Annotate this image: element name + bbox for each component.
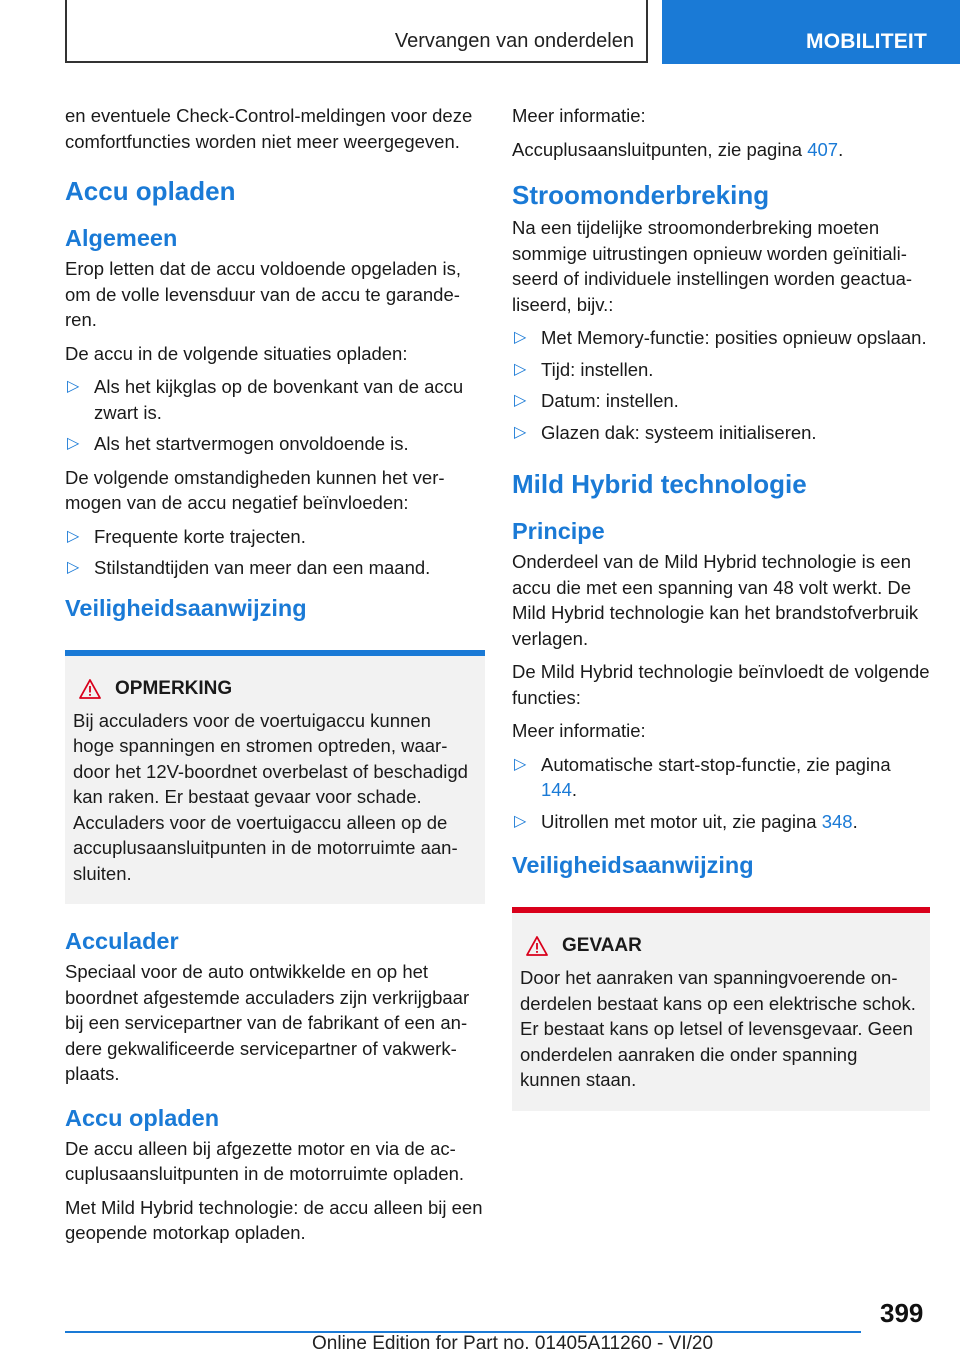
- heading-veiligheidsaanwijzing-2: Veiligheidsaanwijzing: [512, 852, 754, 878]
- warning-triangle-icon: [79, 679, 101, 699]
- triangle-bullet-icon: ▷: [514, 423, 527, 441]
- triangle-bullet-icon: ▷: [67, 559, 80, 576]
- list-item: ▷ Datum: instellen.: [512, 388, 930, 414]
- triangle-bullet-icon: ▷: [67, 435, 80, 452]
- list-item: ▷ Tijd: instellen.: [512, 357, 930, 383]
- heading-mild-hybrid: Mild Hybrid technologie: [512, 469, 807, 499]
- opladen-paragraph-1: De accu alleen bij afgezette motor en via de accuplusaansluitpunten in de motorruimte opladen.: [65, 1137, 465, 1184]
- algemeen-paragraph-1: Erop letten dat de accu voldoende opgeladen is, om de volle levensduur van de accu te garanderen.: [65, 258, 461, 330]
- triangle-bullet-icon: ▷: [514, 392, 527, 409]
- warning-triangle-icon: [526, 936, 548, 956]
- references-list: [512, 752, 930, 835]
- page-number: 399: [880, 1298, 924, 1328]
- heading-algemeen: Algemeen: [65, 225, 178, 251]
- heading-stroomonderbreking: Stroomonderbreking: [512, 180, 770, 210]
- reference-accuplusaansluitpunten: Accuplusaansluitpunten, zie pagina 407.: [512, 138, 844, 160]
- acculader-paragraph: Speciaal voor de auto ontwikkelde en op het boordnet afgestemde acculaders zijn verkrijgbaar bij een servicepartner van de fabrikant of een andere gekwalificeerde servicepartner of vakwerkplaats.: [65, 961, 470, 1084]
- triangle-bullet-icon: ▷: [514, 755, 527, 773]
- header-section-title: Vervangen van onderdelen: [394, 30, 634, 52]
- page-link-144[interactable]: 144: [541, 779, 572, 800]
- danger-label: GEVAAR: [562, 935, 642, 956]
- heading-principe: Principe: [512, 518, 605, 544]
- list-item: ▷ Met Memory-functie: posities opnieuw opslaan.: [512, 325, 930, 351]
- notice-label: OPMERKING: [115, 677, 233, 699]
- list-item: ▷ Frequente korte trajecten.: [65, 524, 485, 550]
- conditions-list: [65, 524, 485, 581]
- stroom-paragraph: Na een tijdelijke stroomonderbreking moeten sommige uitrustingen opnieuw worden geïnitialiseerd of individuele instellingen worden geactualiseerd, bijv.:: [512, 217, 913, 315]
- opladen-paragraph-2: Met Mild Hybrid technologie: de accu alleen bij een geopende motorkap opladen.: [65, 1196, 483, 1243]
- meer-informatie-label-2: Meer informatie:: [512, 720, 646, 741]
- danger-box: [512, 907, 930, 1111]
- header-section-box: [65, 0, 648, 63]
- reinit-list: [512, 325, 930, 445]
- footer-edition: Online Edition for Part no. 01405A11260 - VI/20: [312, 1333, 714, 1354]
- header-chapter-tab[interactable]: [662, 0, 960, 64]
- right-column: [512, 103, 930, 1135]
- algemeen-paragraph-2: De accu in de volgende situaties opladen:: [65, 342, 408, 364]
- triangle-bullet-icon: ▷: [67, 378, 80, 395]
- list-item: ▷ Glazen dak: systeem initialiseren.: [512, 420, 930, 446]
- triangle-bullet-icon: ▷: [514, 812, 527, 830]
- situations-list: [65, 374, 485, 457]
- list-item: ▷ Uitrollen met motor uit, zie pagina 348.: [512, 809, 930, 835]
- danger-text: Door het aanraken van spanningvoerende onderdelen bestaat kans op een elektrische schok. Er bestaat kans op letsel of levensgevaar. Geen onderdelen aanraken die onder spanning kunnen staan.: [520, 967, 916, 1090]
- page-link-407[interactable]: 407: [807, 138, 839, 160]
- triangle-bullet-icon: ▷: [514, 360, 527, 378]
- heading-acculader: Acculader: [65, 928, 179, 954]
- meer-informatie-label: Meer informatie:: [512, 105, 646, 126]
- principe-paragraph-2: De Mild Hybrid technologie beïnvloedt de volgende functies:: [512, 661, 930, 708]
- triangle-bullet-icon: ▷: [67, 527, 80, 545]
- heading-veiligheidsaanwijzing: Veiligheidsaanwijzing: [65, 594, 307, 621]
- notice-text: Bij acculaders voor de voertuigaccu kunnen hoge spanningen en stromen optreden, waardoor het 12V-boordnet overbelast of beschadigd kan raken. Er bestaat gevaar voor schade. Acculaders voor de voertuigaccu alleen op de accuplusaansluitpunten in de motorruimte aansluiten.: [73, 709, 468, 884]
- list-item: ▷ Automatische start-stop-functie, zie pagina 144.: [514, 753, 891, 800]
- triangle-bullet-icon: ▷: [514, 329, 527, 346]
- left-column: [65, 103, 485, 1254]
- header-chapter-title: MOBILITEIT: [806, 30, 927, 53]
- heading-accu-opladen: Accu opladen: [65, 176, 236, 206]
- notice-box: [65, 650, 485, 905]
- page-link-348[interactable]: 348: [821, 810, 853, 832]
- algemeen-paragraph-3: De volgende omstandigheden kunnen het vermogen van de accu negatief beïnvloeden:: [65, 466, 445, 513]
- list-item: ▷ Stilstandtijden van meer dan een maand.: [65, 555, 485, 581]
- principe-paragraph-1: Onderdeel van de Mild Hybrid technologie is een accu die met een spanning van 48 volt werkt. De Mild Hybrid technologie kan het brandstofverbruik verlagen.: [512, 551, 919, 649]
- intro-paragraph: en eventuele Check-Control-meldingen voor deze comfortfuncties worden niet meer weergegeven.: [65, 105, 473, 152]
- list-item: ▷ Als het startvermogen onvoldoende is.: [65, 431, 485, 457]
- list-item: ▷ Als het kijkglas op de bovenkant van de accu zwart is.: [67, 376, 464, 423]
- heading-accu-opladen-sub: Accu opladen: [65, 1104, 220, 1131]
